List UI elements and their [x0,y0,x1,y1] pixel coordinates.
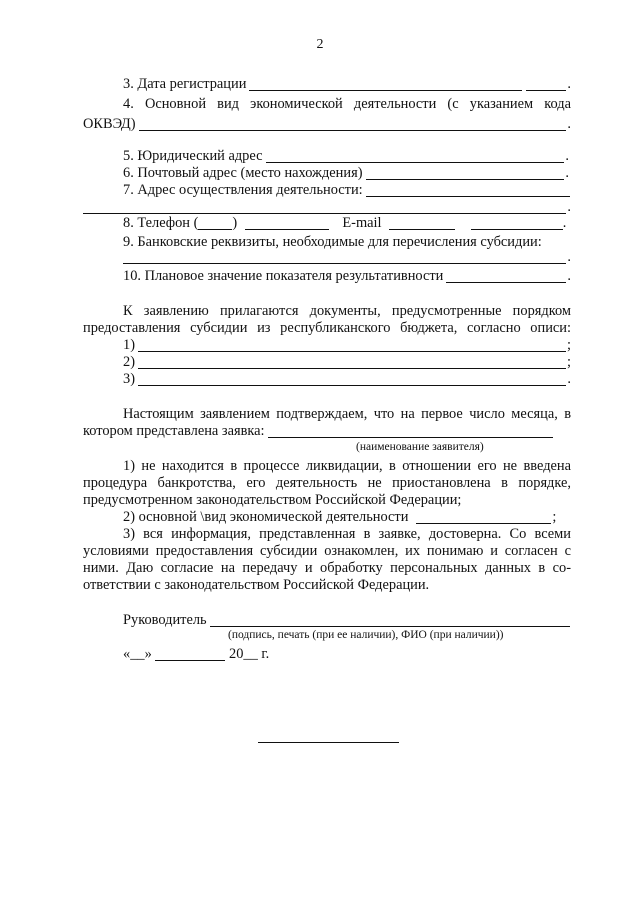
phone-number-field[interactable] [245,215,329,230]
registration-date-field[interactable] [249,76,522,91]
condition-2-row: 2) основной \вид экономической деятельности ; [123,509,557,525]
condition-3-line4: ответствии с законодательством Российской Федерации. [83,577,430,593]
signature-field[interactable] [210,612,570,627]
page-number: 2 [316,37,324,52]
date-row [83,646,571,663]
phone-code-field[interactable] [198,215,232,230]
applicant-name-field[interactable] [268,423,553,438]
bank-details-field[interactable] [123,249,566,264]
activity-address-row-2: . [83,199,571,216]
condition-1-line1: 1) не находится в процессе ликвидации, в отношении его не введена [123,458,571,474]
postal-address-field[interactable] [366,165,565,180]
signature-row [83,612,571,629]
okved-label-line2: ОКВЭД) [83,116,136,132]
okved-row: ОКВЭД) . [83,116,571,132]
attachment-item-2-field[interactable] [138,354,566,369]
registration-date-label: 3. Дата регистрации [123,76,247,92]
attachment-item-3-field[interactable] [138,371,566,386]
plan-indicator-label: 10. Плановое значение показателя результативности [123,268,444,284]
phone-label: 8. Телефон ( [123,215,199,231]
attachment-item-1-number: 1) [123,337,135,353]
date-day: «__» [123,646,152,662]
email-label: E-mail [342,215,382,231]
main-activity-field[interactable] [416,509,551,524]
attachment-item-2: 2) ; [123,354,571,370]
registration-date-field-2[interactable] [526,76,566,91]
attachments-intro-line2: предоставления субсидии из республиканского бюджета, согласно описи: [83,320,571,336]
activity-address-field[interactable] [366,182,570,197]
attachment-item-1: 1) ; [123,337,571,353]
plan-indicator-field[interactable] [446,268,566,283]
legal-address-field[interactable] [266,148,565,163]
date-year: 20__ г. [229,646,270,662]
email-field-2[interactable] [471,215,563,230]
attachment-item-1-field[interactable] [138,337,566,352]
legal-address-row: 5. Юридический адрес . [123,148,569,164]
registration-date-row: 3. Дата регистрации . [123,76,571,92]
signature-label: Руководитель [123,612,207,628]
signature-caption: (подпись, печать (при ее наличии), ФИО (при наличии)) [228,629,504,641]
bank-details-row: . [83,249,571,266]
attachment-item-3: 3) . [123,371,571,387]
activity-address-row [83,182,571,199]
email-field[interactable] [389,215,455,230]
confirm-line2: котором представлена заявка: [83,423,265,439]
attachment-item-3-number: 3) [123,371,135,387]
legal-address-label: 5. Юридический адрес [123,148,263,164]
condition-1-line3: предусмотренном законодательством Российской Федерации; [83,492,462,508]
condition-2-label: 2) основной \вид экономической деятельности [123,509,409,525]
okved-label-line1: 4. Основной вид экономической деятельности (с указанием кода [123,96,571,112]
attachment-item-2-number: 2) [123,354,135,370]
phone-email-row: 8. Телефон ( ) E-mail . [123,215,567,231]
activity-address-field-2[interactable] [83,199,566,214]
condition-1-line2: процедура банкротства, его деятельность не приостановлена в порядке, [83,475,571,491]
attachments-intro-line1: К заявлению прилагаются документы, предусмотренные порядком [123,303,571,319]
bank-details-label: 9. Банковские реквизиты, необходимые для перечисления субсидии: [123,234,542,250]
okved-field[interactable] [139,116,567,131]
postal-address-row: 6. Почтовый адрес (место нахождения) . [123,165,569,181]
postal-address-label: 6. Почтовый адрес (место нахождения) [123,165,363,181]
bottom-divider [258,742,399,743]
condition-3-line3: ними. Даю согласие на передачу и обработку персональных данных в со- [83,560,571,576]
applicant-name-row [83,423,571,440]
confirm-line1: Настоящим заявлением подтверждаем, что на первое число месяца, в [123,406,571,422]
condition-3-line1: 3) вся информация, представленная в заявке, достоверна. Со всеми [123,526,571,542]
date-month-field[interactable] [155,646,225,661]
applicant-name-caption: (наименование заявителя) [356,441,484,453]
plan-indicator-row: 10. Плановое значение показателя результативности . [123,268,571,284]
condition-3-line2: условиями предоставления субсидии ознакомлен, их понимаю и согласен с [83,543,571,559]
activity-address-label: 7. Адрес осуществления деятельности: [123,182,363,198]
